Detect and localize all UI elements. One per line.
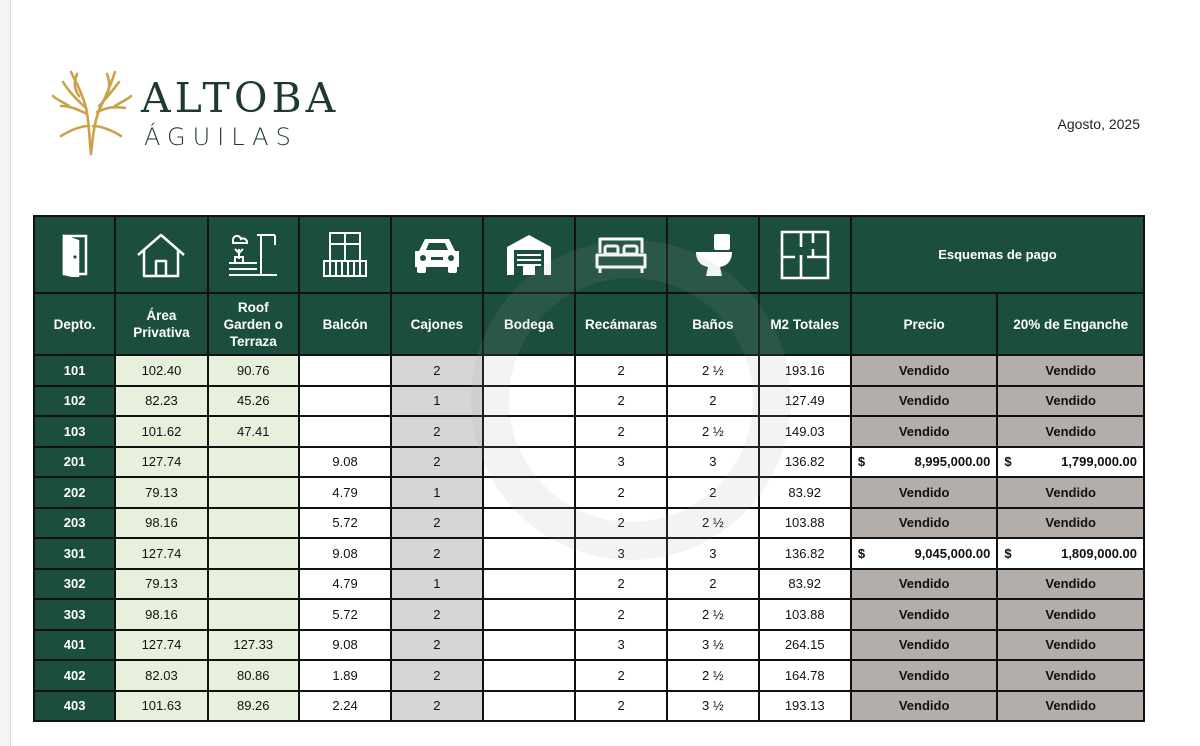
cell-balcon: 5.72 <box>299 508 391 539</box>
col-header-recamaras: Recámaras <box>575 293 667 355</box>
cell-balcon <box>299 355 391 386</box>
cell-depto: 302 <box>34 569 115 600</box>
cell-area: 98.16 <box>115 508 207 539</box>
cell-precio: Vendido <box>851 599 998 630</box>
cell-depto: 401 <box>34 630 115 661</box>
cell-depto: 303 <box>34 599 115 630</box>
col-header-m2: M2 Totales <box>759 293 851 355</box>
cell-area: 101.63 <box>115 691 207 722</box>
price-amount: 1,799,000.00 <box>1061 454 1137 470</box>
icon-row <box>34 216 1144 293</box>
cell-enganche <box>997 447 1144 478</box>
cell-precio: Vendido <box>851 477 998 508</box>
cell-area: 82.23 <box>115 386 207 417</box>
cell-m2: 136.82 <box>759 447 851 478</box>
cell-area: 127.74 <box>115 447 207 478</box>
cell-bodega <box>483 569 575 600</box>
cell-cajones: 2 <box>391 355 482 386</box>
table-row <box>34 477 1144 508</box>
cell-enganche: Vendido <box>997 477 1144 508</box>
roof-garden-icon <box>208 216 299 293</box>
currency-symbol: $ <box>1004 545 1012 561</box>
cell-cajones: 2 <box>391 599 482 630</box>
cell-balcon: 5.72 <box>299 599 391 630</box>
cell-enganche: Vendido <box>997 416 1144 447</box>
cell-roof: 89.26 <box>208 691 299 722</box>
balcony-icon <box>299 216 391 293</box>
cell-cajones: 2 <box>391 538 482 569</box>
cell-recamaras: 2 <box>575 386 667 417</box>
cell-bodega <box>483 691 575 722</box>
cell-cajones: 1 <box>391 386 482 417</box>
cell-banos: 3 ½ <box>667 630 758 661</box>
cell-roof <box>208 477 299 508</box>
cell-precio: Vendido <box>851 660 998 691</box>
cell-bodega <box>483 599 575 630</box>
cell-area: 127.74 <box>115 538 207 569</box>
cell-m2: 103.88 <box>759 599 851 630</box>
toilet-icon <box>667 216 758 293</box>
brand-name: ALTOBA <box>141 74 340 122</box>
cell-m2: 127.49 <box>759 386 851 417</box>
cell-precio: Vendido <box>851 691 998 722</box>
cell-enganche: Vendido <box>997 569 1144 600</box>
cell-depto: 202 <box>34 477 115 508</box>
cell-cajones: 2 <box>391 691 482 722</box>
cell-recamaras: 2 <box>575 508 667 539</box>
table-row <box>34 691 1144 722</box>
cell-depto: 403 <box>34 691 115 722</box>
cell-balcon: 9.08 <box>299 447 391 478</box>
price-table <box>33 215 1145 722</box>
col-header-area: Área Privativa <box>115 293 207 355</box>
currency-symbol: $ <box>857 454 866 470</box>
cell-enganche: Vendido <box>997 508 1144 539</box>
cell-roof <box>208 599 299 630</box>
col-header-precio: Precio <box>851 293 998 355</box>
cell-bodega <box>483 447 575 478</box>
cell-roof: 127.33 <box>208 630 299 661</box>
cell-cajones: 2 <box>391 447 482 478</box>
table-row <box>34 386 1144 417</box>
cell-recamaras: 3 <box>575 538 667 569</box>
table-row <box>34 416 1144 447</box>
cell-precio: Vendido <box>851 416 998 447</box>
table-row <box>34 599 1144 630</box>
cell-precio: Vendido <box>851 569 998 600</box>
cell-bodega <box>483 477 575 508</box>
cell-enganche: Vendido <box>997 599 1144 630</box>
cell-area: 98.16 <box>115 599 207 630</box>
currency-symbol: $ <box>857 545 866 561</box>
table-row <box>34 660 1144 691</box>
cell-depto: 301 <box>34 538 115 569</box>
col-header-depto: Depto. <box>34 293 115 355</box>
cell-cajones: 1 <box>391 477 482 508</box>
table-body <box>34 355 1144 721</box>
cell-balcon: 4.79 <box>299 477 391 508</box>
cell-recamaras: 2 <box>575 355 667 386</box>
col-header-enganche: 20% de Enganche <box>997 293 1144 355</box>
cell-bodega <box>483 416 575 447</box>
cell-m2: 193.16 <box>759 355 851 386</box>
cell-area: 102.40 <box>115 355 207 386</box>
cell-enganche: Vendido <box>997 660 1144 691</box>
cell-m2: 103.88 <box>759 508 851 539</box>
table-row <box>34 630 1144 661</box>
storage-icon <box>483 216 575 293</box>
page <box>10 0 1200 746</box>
cell-roof <box>208 447 299 478</box>
cell-roof: 80.86 <box>208 660 299 691</box>
table-row <box>34 538 1144 569</box>
cell-cajones: 2 <box>391 508 482 539</box>
col-header-bodega: Bodega <box>483 293 575 355</box>
cell-recamaras: 2 <box>575 477 667 508</box>
table-row <box>34 447 1144 478</box>
cell-m2: 193.13 <box>759 691 851 722</box>
cell-bodega <box>483 660 575 691</box>
cell-recamaras: 3 <box>575 447 667 478</box>
cell-roof: 45.26 <box>208 386 299 417</box>
cell-area: 127.74 <box>115 630 207 661</box>
cell-recamaras: 2 <box>575 660 667 691</box>
brand-subtitle: ÁGUILAS <box>144 123 298 151</box>
cell-precio: Vendido <box>851 630 998 661</box>
cell-roof: 90.76 <box>208 355 299 386</box>
table-row <box>34 355 1144 386</box>
cell-recamaras: 2 <box>575 599 667 630</box>
col-header-cajones: Cajones <box>391 293 482 355</box>
cell-banos: 2 ½ <box>667 416 758 447</box>
cell-bodega <box>483 538 575 569</box>
cell-depto: 201 <box>34 447 115 478</box>
cell-precio: Vendido <box>851 386 998 417</box>
cell-precio: Vendido <box>851 508 998 539</box>
cell-banos: 2 ½ <box>667 660 758 691</box>
price-amount: 9,045,000.00 <box>914 545 991 561</box>
column-header-row <box>34 293 1144 355</box>
cell-enganche: Vendido <box>997 386 1144 417</box>
bed-icon <box>575 216 667 293</box>
cell-recamaras: 3 <box>575 630 667 661</box>
cell-precio: Vendido <box>851 355 998 386</box>
cell-enganche: Vendido <box>997 691 1144 722</box>
cell-bodega <box>483 630 575 661</box>
cell-banos: 2 <box>667 477 758 508</box>
col-header-roof: Roof Garden o Terraza <box>208 293 299 355</box>
table-row <box>34 569 1144 600</box>
table-row <box>34 508 1144 539</box>
cell-area: 101.62 <box>115 416 207 447</box>
cell-balcon: 2.24 <box>299 691 391 722</box>
cell-cajones: 2 <box>391 660 482 691</box>
cell-bodega <box>483 386 575 417</box>
cell-banos: 3 <box>667 447 758 478</box>
house-icon <box>115 216 207 293</box>
cell-bodega <box>483 508 575 539</box>
payment-schemes-header: Esquemas de pago <box>851 216 1144 293</box>
cell-enganche <box>997 538 1144 569</box>
cell-area: 79.13 <box>115 569 207 600</box>
cell-recamaras: 2 <box>575 691 667 722</box>
cell-depto: 203 <box>34 508 115 539</box>
cell-precio <box>851 447 998 478</box>
cell-depto: 102 <box>34 386 115 417</box>
door-icon <box>34 216 115 293</box>
cell-bodega <box>483 355 575 386</box>
cell-m2: 149.03 <box>759 416 851 447</box>
col-header-banos: Baños <box>667 293 758 355</box>
cell-cajones: 1 <box>391 569 482 600</box>
cell-balcon: 4.79 <box>299 569 391 600</box>
cell-banos: 3 ½ <box>667 691 758 722</box>
cell-roof: 47.41 <box>208 416 299 447</box>
cell-cajones: 2 <box>391 630 482 661</box>
price-amount: 8,995,000.00 <box>914 454 991 470</box>
cell-balcon <box>299 386 391 417</box>
cell-precio <box>851 538 998 569</box>
cell-m2: 83.92 <box>759 477 851 508</box>
cell-banos: 2 ½ <box>667 508 758 539</box>
cell-depto: 103 <box>34 416 115 447</box>
cell-depto: 101 <box>34 355 115 386</box>
tree-logo-icon <box>49 66 133 156</box>
cell-banos: 2 ½ <box>667 355 758 386</box>
cell-recamaras: 2 <box>575 416 667 447</box>
brand-logo <box>49 64 389 160</box>
cell-banos: 2 ½ <box>667 599 758 630</box>
cell-roof <box>208 538 299 569</box>
cell-enganche: Vendido <box>997 355 1144 386</box>
price-amount: 1,809,000.00 <box>1061 545 1137 561</box>
document-date: Agosto, 2025 <box>1057 116 1140 132</box>
cell-m2: 136.82 <box>759 538 851 569</box>
cell-balcon: 9.08 <box>299 538 391 569</box>
cell-balcon <box>299 416 391 447</box>
car-icon <box>391 216 482 293</box>
cell-banos: 2 <box>667 569 758 600</box>
cell-depto: 402 <box>34 660 115 691</box>
cell-area: 82.03 <box>115 660 207 691</box>
cell-roof <box>208 508 299 539</box>
cell-m2: 164.78 <box>759 660 851 691</box>
cell-balcon: 9.08 <box>299 630 391 661</box>
col-header-balcon: Balcón <box>299 293 391 355</box>
floorplan-icon <box>759 216 851 293</box>
cell-banos: 2 <box>667 386 758 417</box>
cell-roof <box>208 569 299 600</box>
cell-balcon: 1.89 <box>299 660 391 691</box>
cell-cajones: 2 <box>391 416 482 447</box>
cell-m2: 83.92 <box>759 569 851 600</box>
cell-recamaras: 2 <box>575 569 667 600</box>
cell-m2: 264.15 <box>759 630 851 661</box>
cell-enganche: Vendido <box>997 630 1144 661</box>
cell-area: 79.13 <box>115 477 207 508</box>
cell-banos: 3 <box>667 538 758 569</box>
currency-symbol: $ <box>1004 454 1012 470</box>
